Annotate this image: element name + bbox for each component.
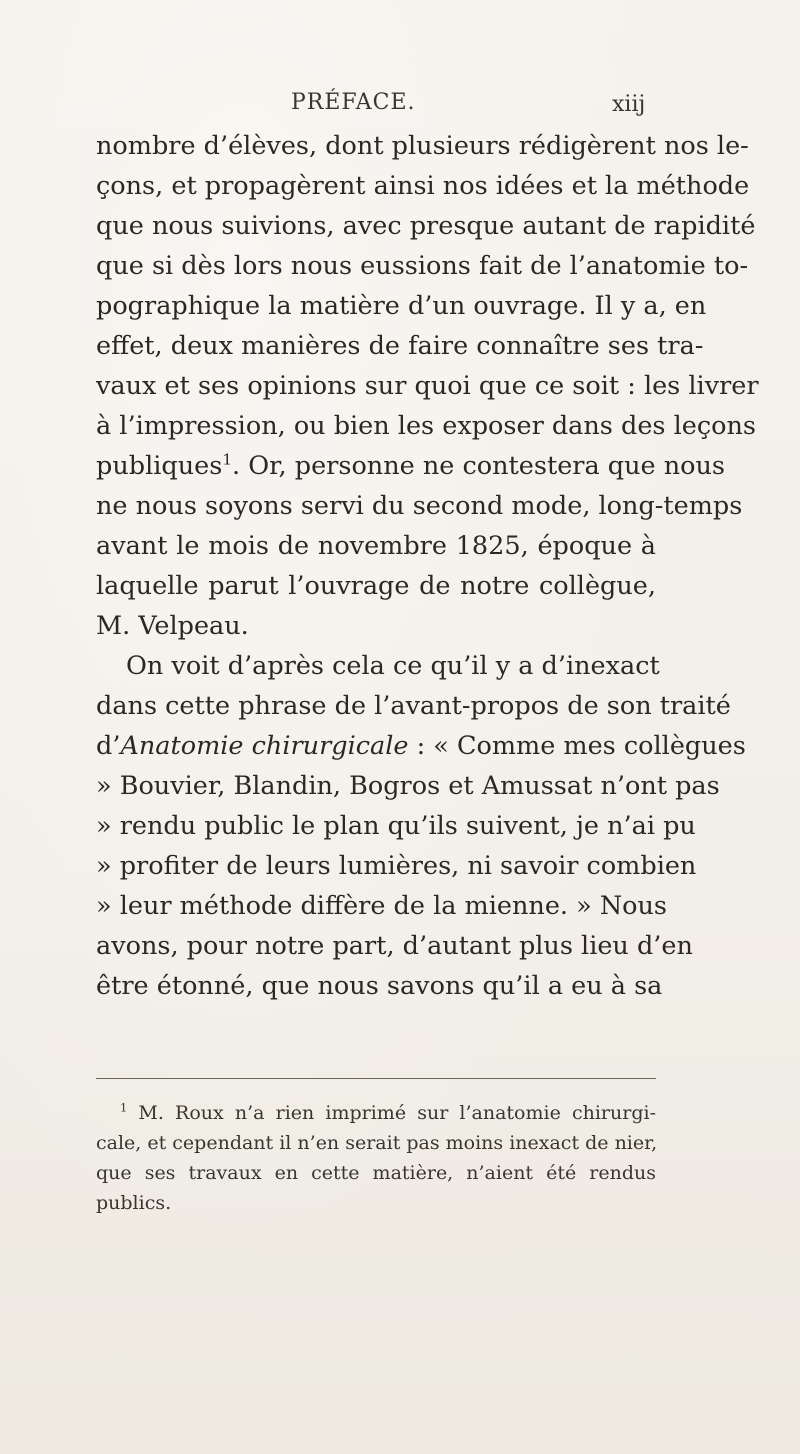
quoted-line: » profiter de leurs lumières, ni savoir combien	[96, 851, 697, 881]
quoted-line: » rendu public le plan qu’ils suivent, je n’ai pu	[96, 811, 696, 841]
running-title: PRÉFACE.	[291, 90, 416, 115]
text-line: pographique la matière d’un ouvrage. Il y a, en	[96, 291, 707, 321]
text-line: M. Velpeau.	[96, 611, 249, 641]
footnote-marker: 1	[120, 1100, 128, 1115]
text-line: nombre d’élèves, dont plusieurs rédigèrent nos le-	[96, 131, 749, 161]
text-segment: . Or, personne ne contestera que nous	[232, 451, 726, 481]
text-line: ne nous soyons servi du second mode, long-temps	[96, 491, 743, 521]
text-line: çons, et propagèrent ainsi nos idées et la méthode	[96, 171, 750, 201]
text-line: que si dès lors nous eussions fait de l’anatomie to-	[96, 251, 749, 281]
text-segment: M. Roux n’a rien imprimé sur l’anatomie chirurgi-	[127, 1102, 656, 1124]
text-line-with-note	[96, 446, 726, 486]
footnote-line: que ses travaux en cette matière, n’aient été rendus	[96, 1162, 656, 1184]
text-segment: d’	[96, 731, 121, 761]
footnote-line	[120, 1098, 656, 1128]
footnote-reference: 1	[222, 450, 233, 469]
text-segment: : « Comme mes collègues	[408, 731, 746, 761]
text-line-with-title	[96, 726, 746, 766]
footnote-divider	[96, 1078, 656, 1079]
text-line: à l’impression, ou bien les exposer dans des leçons	[96, 411, 756, 441]
quoted-line: » leur méthode diffère de la mienne. » Nous	[96, 891, 667, 921]
text-segment: publiques	[96, 451, 223, 481]
footnote-line: publics.	[96, 1192, 172, 1214]
text-line: avons, pour notre part, d’autant plus lieu d’en	[96, 931, 693, 961]
book-title: Anatomie chirurgicale	[120, 731, 409, 761]
text-line: vaux et ses opinions sur quoi que ce soit : les livrer	[96, 371, 759, 401]
text-line: dans cette phrase de l’avant-propos de son traité	[96, 691, 731, 721]
text-line: avant le mois de novembre 1825, époque à	[96, 531, 656, 561]
quoted-line: » Bouvier, Blandin, Bogros et Amussat n’ont pas	[96, 771, 720, 801]
text-line: être étonné, que nous savons qu’il a eu à sa	[96, 971, 663, 1001]
paragraph-start: On voit d’après cela ce qu’il y a d’inexact	[126, 651, 660, 681]
page-header	[0, 90, 800, 120]
page-number: xiij	[612, 92, 646, 117]
text-line: effet, deux manières de faire connaître ses tra-	[96, 331, 704, 361]
footnote-line: cale, et cependant il n’en serait pas moins inexact de nier,	[96, 1132, 658, 1154]
text-line: laquelle parut l’ouvrage de notre collègue,	[96, 571, 656, 601]
text-line: que nous suivions, avec presque autant de rapidité	[96, 211, 756, 241]
